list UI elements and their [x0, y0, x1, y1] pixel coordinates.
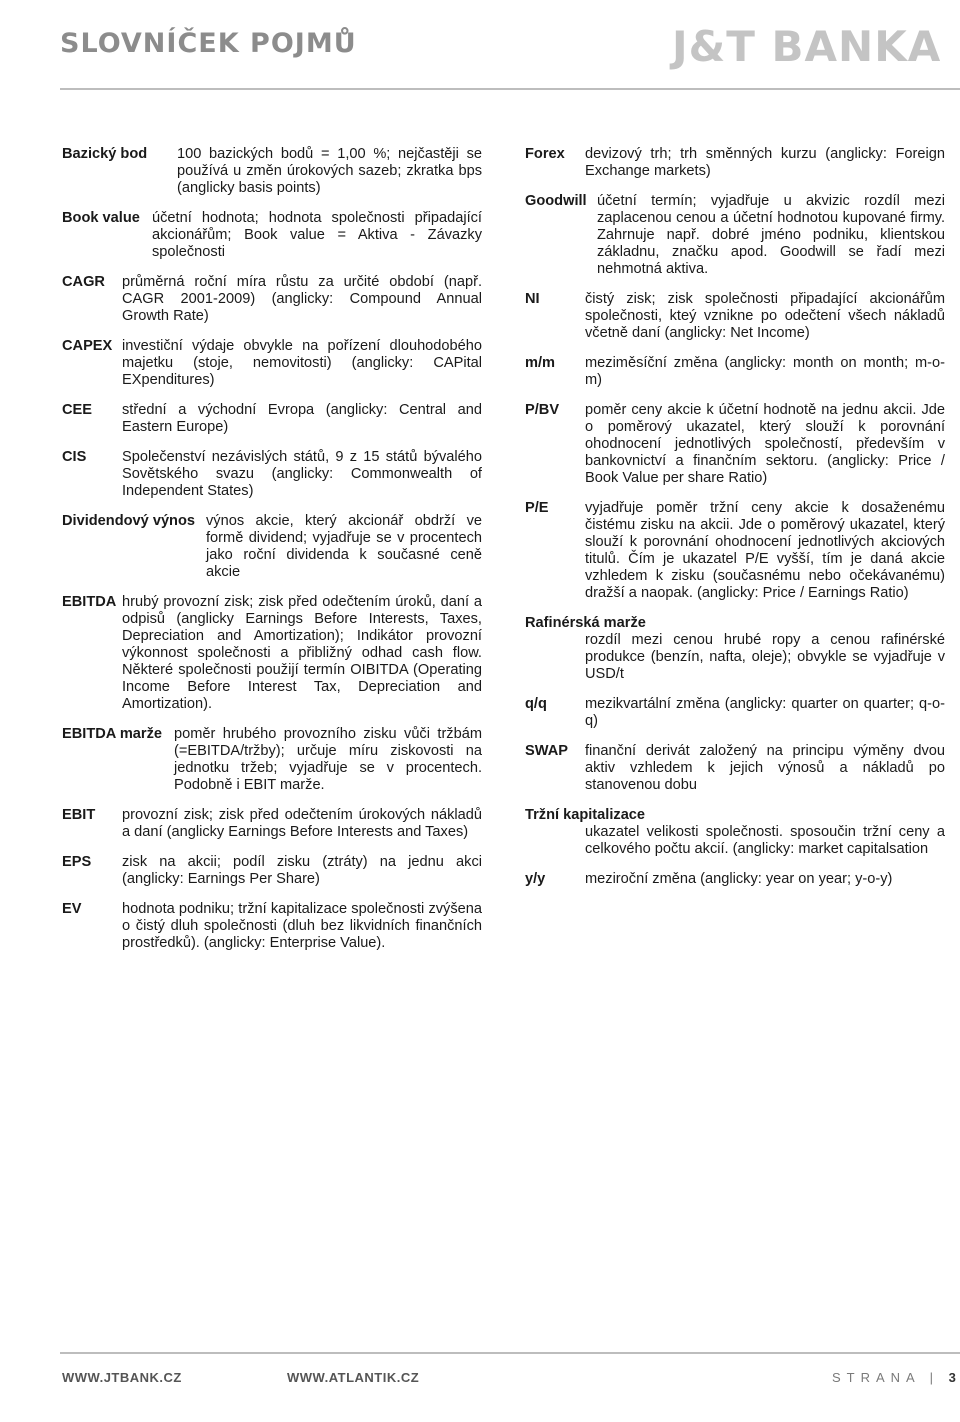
glossary-entry — [62, 274, 482, 325]
glossary-definition: výnos akcie, který akcionář obdrží ve formě dividend; vyjadřuje se v procentech jako roční dividenda k současné ceně akcie — [206, 513, 482, 580]
glossary-definition: rozdíl mezi cenou hrubé ropy a cenou rafinérské produkce (benzín, nafta, oleje); obvykle se vyjadřuje v USD/t — [585, 632, 945, 682]
glossary-entry — [62, 338, 482, 389]
glossary-right-column — [525, 146, 945, 901]
page-number — [832, 1370, 956, 1385]
glossary-entry — [525, 193, 945, 278]
glossary-term: Bazický bod — [62, 146, 148, 162]
glossary-entry — [525, 871, 945, 888]
bank-logo: J&T BANKA — [672, 22, 942, 71]
glossary-definition: poměr ceny akcie k účetní hodnotě na jednu akcii. Jde o poměrový ukazatel, který slouží k porovnání ohodnocení jednotlivých společností, především v bankovnictví a finančním sektoru. (anglicky: Price / Book Value per share Ratio) — [585, 402, 945, 486]
footer-link-atlantik[interactable]: WWW.ATLANTIK.CZ — [287, 1370, 420, 1385]
glossary-definition: devizový trh; trh směnných kurzu (anglicky: Foreign Exchange markets) — [585, 146, 945, 179]
glossary-term: m/m — [525, 355, 556, 371]
glossary-term: y/y — [525, 871, 546, 887]
glossary-term: Goodwill — [525, 193, 587, 209]
glossary-entry — [525, 355, 945, 389]
glossary-entry — [62, 146, 482, 197]
glossary-definition: hodnota podniku; tržní kapitalizace společnosti zvýšena o čistý dluh společnosti (dluh bez likvidních finančních prostředků). (anglicky: Enterprise Value). — [122, 901, 482, 951]
glossary-definition: čistý zisk; zisk společnosti připadající akcionářům společnosti, kteý vznikne po odečtení všech nákladů včetně daní (anglicky: Net Income) — [585, 291, 945, 341]
glossary-term: EV — [62, 901, 82, 917]
glossary-term: Tržní kapitalizace — [525, 807, 646, 823]
glossary-definition: hrubý provozní zisk; zisk před odečtením úroků, daní a odpisů (anglicky Earnings Before Interests, Taxes, Depreciation and Amortization); Indikátor provozní výkonnost společnosti a přibližný odhad cash flow. Některé společnosti použijí termín OIBITDA (Operating Income Before Interest Tax, Depreciation and Amortization). — [122, 594, 482, 712]
glossary-term: P/BV — [525, 402, 560, 418]
glossary-entry — [62, 901, 482, 952]
glossary-term: CAPEX — [62, 338, 113, 354]
glossary-term: SWAP — [525, 743, 568, 759]
glossary-definition: ukazatel velikosti společnosti. sposoučin tržní ceny a celkového počtu akcií. (anglicky: market capitalsation — [585, 824, 945, 857]
glossary-term: CIS — [62, 449, 87, 465]
glossary-entry — [62, 807, 482, 841]
glossary-definition: investiční výdaje obvykle na pořízení dlouhodobého majetku (stoje, nemovitosti) (anglicky: CAPital EXpenditures) — [122, 338, 482, 388]
glossary-definition: mezikvartální změna (anglicky: quarter on quarter; q-o-q) — [585, 696, 945, 729]
glossary-definition: provozní zisk; zisk před odečtením úrokových nákladů a daní (anglicky Earnings Before Interests and Taxes) — [122, 807, 482, 840]
glossary-entry — [525, 807, 945, 858]
footer-link-jtbank[interactable]: WWW.JTBANK.CZ — [62, 1370, 182, 1385]
glossary-entry — [62, 854, 482, 888]
glossary-term: Dividendový výnos — [62, 513, 196, 529]
glossary-entry — [525, 500, 945, 602]
glossary-entry — [525, 743, 945, 794]
glossary-entry — [62, 594, 482, 713]
glossary-entry — [62, 210, 482, 261]
glossary-term: Book value — [62, 210, 140, 226]
glossary-definition: finanční derivát založený na principu výměny dvou aktiv vzhledem k jejich výnosů a nákladů po stanovenou dobu — [585, 743, 945, 793]
glossary-term: EBIT — [62, 807, 96, 823]
glossary-definition: střední a východní Evropa (anglicky: Central and Eastern Europe) — [122, 402, 482, 435]
glossary-left-column — [62, 146, 482, 965]
page-number-value: 3 — [948, 1370, 956, 1385]
glossary-term: q/q — [525, 696, 547, 712]
glossary-definition: účetní hodnota; hodnota společnosti připadající akcionářům; Book value = Aktiva - Závazky společnosti — [152, 210, 482, 260]
glossary-term: EPS — [62, 854, 92, 870]
glossary-term: CEE — [62, 402, 93, 418]
glossary-term: CAGR — [62, 274, 105, 290]
glossary-entry — [62, 402, 482, 436]
page-title: SLOVNÍČEK POJMŮ — [60, 28, 357, 59]
glossary-term: Rafinérská marže — [525, 615, 646, 631]
glossary-term: EBITDA marže — [62, 726, 163, 742]
header-divider — [60, 88, 960, 90]
glossary-entry — [525, 146, 945, 180]
glossary-definition: vyjadřuje poměr tržní ceny akcie k dosaženému čistému zisku na akcii. Jde o poměrový ukazatel, který slouží k porovnání ohodnocení jednotlivých akciových titulů. Čím je ukazatel P/E vyšší, tím je daná akcie vzhledem k zisku (současnému nebo očekávanému) dražší a naopak. (anglicky: Price / Earnings Ratio) — [585, 500, 945, 601]
glossary-term: EBITDA — [62, 594, 117, 610]
glossary-entry — [62, 513, 482, 581]
glossary-entry — [525, 615, 945, 683]
glossary-entry — [62, 449, 482, 500]
glossary-definition: zisk na akcii; podíl zisku (ztráty) na jednu akci (anglicky: Earnings Per Share) — [122, 854, 482, 887]
glossary-definition: meziroční změna (anglicky: year on year; y-o-y) — [585, 871, 893, 887]
glossary-definition: poměr hrubého provozního zisku vůči tržbám (=EBITDA/tržby); určuje míru ziskovosti na jednotku tržeb; vyjadřuje se v procentech. Podobně i EBIT marže. — [174, 726, 482, 793]
page-label: STRANA | — [832, 1370, 940, 1385]
glossary-entry — [525, 696, 945, 730]
glossary-entry — [62, 726, 482, 794]
glossary-definition: účetní termín; vyjadřuje u akvizic rozdíl mezi zaplacenou cenou a účetní hodnotou kupované firmy. Zahrnuje např. dobré jméno podniku, klientskou základnu, značku apod. Goodwill se řadí mezi nehmotná aktiva. — [597, 193, 945, 277]
glossary-entry — [525, 291, 945, 342]
glossary-definition: meziměsíční změna (anglicky: month on month; m-o-m) — [585, 355, 945, 388]
glossary-entry — [525, 402, 945, 487]
glossary-term: P/E — [525, 500, 549, 516]
glossary-definition: 100 bazických bodů = 1,00 %; nejčastěji se používá u změn úrokových sazeb; zkratka bps (anglicky basis points) — [177, 146, 482, 196]
glossary-definition: průměrná roční míra růstu za určité období (např. CAGR 2001-2009) (anglicky: Compound Annual Growth Rate) — [122, 274, 482, 324]
glossary-term: NI — [525, 291, 540, 307]
footer-divider — [60, 1352, 960, 1354]
glossary-definition: Společenství nezávislých států, 9 z 15 států bývalého Sovětského svazu (anglicky: Commonwealth of Independent States) — [122, 449, 482, 499]
glossary-term: Forex — [525, 146, 565, 162]
